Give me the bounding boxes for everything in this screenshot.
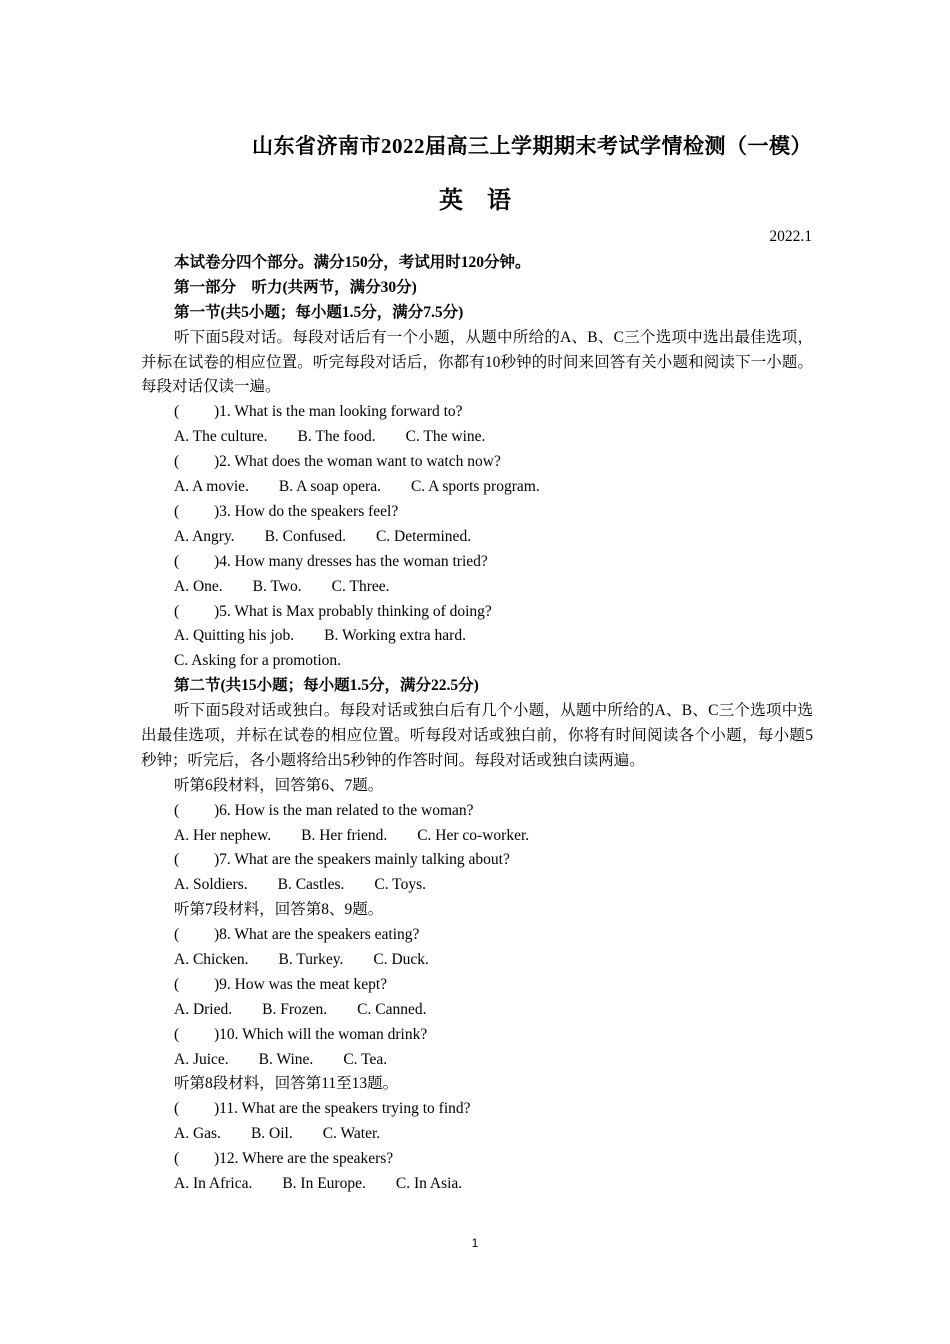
question-stem: )5. What is Max probably thinking of doing? <box>214 602 492 620</box>
exam-body <box>141 251 813 1197</box>
question-1-options <box>141 425 813 450</box>
exam-date: 2022.1 <box>769 228 812 245</box>
option-b: B. Confused. <box>264 527 346 545</box>
answer-blank: ( <box>174 801 180 819</box>
page-number: 1 <box>471 1236 479 1250</box>
material-6-note: 听第6段材料，回答第6、7题。 <box>174 776 384 794</box>
option-c: C. In Asia. <box>395 1175 463 1193</box>
subject-heading: 英 语 <box>439 188 511 214</box>
question-5-options-cont <box>141 649 813 674</box>
answer-blank: ( <box>174 1100 180 1118</box>
option-b: B. Her friend. <box>301 826 388 844</box>
question-4-options <box>141 575 813 600</box>
option-c: C. Asking for a promotion. <box>174 652 342 670</box>
question-12-options <box>141 1172 813 1197</box>
question-stem: )10. Which will the woman drink? <box>214 1025 428 1043</box>
answer-blank: ( <box>174 1025 180 1043</box>
question-3-options <box>141 525 813 550</box>
question-8 <box>141 923 813 948</box>
option-a: A. Juice. <box>174 1050 229 1068</box>
question-4 <box>141 550 813 575</box>
exam-title: 山东省济南市2022届高三上学期期末考试学情检测（一模） <box>252 134 812 158</box>
option-b: B. In Europe. <box>282 1175 366 1193</box>
question-5-options <box>141 624 813 649</box>
option-c: C. Tea. <box>343 1050 388 1068</box>
part1-heading: 第一部分 听力(共两节，满分30分) <box>174 278 417 296</box>
question-stem: )4. How many dresses has the woman tried? <box>214 552 488 570</box>
option-c: C. Determined. <box>375 527 472 545</box>
exam-intro: 本试卷分四个部分。满分150分，考试用时120分钟。 <box>174 254 531 271</box>
option-a: A. Dried. <box>174 1000 233 1018</box>
question-11 <box>141 1097 813 1122</box>
question-stem: )2. What does the woman want to watch now? <box>214 453 501 471</box>
question-stem: )11. What are the speakers trying to find? <box>214 1100 471 1118</box>
option-b: B. Oil. <box>250 1125 293 1143</box>
question-7-options <box>141 873 813 898</box>
option-c: C. Water. <box>322 1125 381 1143</box>
question-stem: )9. How was the meat kept? <box>214 975 388 993</box>
option-c: C. Three. <box>331 577 390 595</box>
question-stem: )12. Where are the speakers? <box>214 1150 394 1168</box>
option-b: B. Turkey. <box>278 951 344 969</box>
question-6-options <box>141 824 813 849</box>
option-a: A. Angry. <box>174 527 235 545</box>
option-b: B. Two. <box>252 577 302 595</box>
option-c: C. Toys. <box>374 876 426 894</box>
material-8-note: 听第8段材料，回答第11至13题。 <box>174 1075 399 1093</box>
option-b: B. Wine. <box>258 1050 314 1068</box>
question-3 <box>141 500 813 525</box>
material-7-note: 听第7段材料，回答第8、9题。 <box>174 901 384 919</box>
option-a: A. The culture. <box>174 428 268 446</box>
answer-blank: ( <box>174 502 180 520</box>
section2-instructions: 听下面5段对话或独白。每段对话或独白后有几个小题，从题中所给的A、B、C三个选项中选出最佳选项，并标在试卷的相应位置。听每段对话或独白前，你将有时间阅读各个小题，每小题5秒钟；听完后，各小题将给出5秒钟的作答时间。每段对话或独白读两遍。 <box>141 702 813 769</box>
option-c: C. A sports program. <box>410 478 540 496</box>
option-a: A. A movie. <box>174 478 249 496</box>
question-8-options <box>141 948 813 973</box>
option-b: B. Castles. <box>277 876 345 894</box>
question-12 <box>141 1147 813 1172</box>
option-b: B. Frozen. <box>262 1000 328 1018</box>
option-c: C. Duck. <box>373 951 429 969</box>
question-7 <box>141 848 813 873</box>
section1-heading: 第一节(共5小题；每小题1.5分，满分7.5分) <box>174 303 464 321</box>
question-stem: )1. What is the man looking forward to? <box>214 403 463 421</box>
section2-heading: 第二节(共15小题；每小题1.5分，满分22.5分) <box>174 677 479 695</box>
option-c: C. The wine. <box>405 428 486 446</box>
option-c: C. Canned. <box>357 1000 427 1018</box>
answer-blank: ( <box>174 851 180 869</box>
question-10 <box>141 1023 813 1048</box>
option-b: B. Working extra hard. <box>324 627 466 645</box>
question-stem: )6. How is the man related to the woman? <box>214 801 474 819</box>
question-2-options <box>141 475 813 500</box>
option-a: A. Her nephew. <box>174 826 272 844</box>
option-b: B. A soap opera. <box>278 478 381 496</box>
question-9-options <box>141 998 813 1023</box>
option-a: A. In Africa. <box>174 1175 253 1193</box>
option-c: C. Her co-worker. <box>417 826 530 844</box>
question-1 <box>141 400 813 425</box>
option-a: A. Gas. <box>174 1125 221 1143</box>
answer-blank: ( <box>174 403 180 421</box>
answer-blank: ( <box>174 1150 180 1168</box>
answer-blank: ( <box>174 602 180 620</box>
question-6 <box>141 799 813 824</box>
answer-blank: ( <box>174 975 180 993</box>
answer-blank: ( <box>174 453 180 471</box>
question-stem: )7. What are the speakers mainly talking about? <box>214 851 510 869</box>
question-9 <box>141 973 813 998</box>
option-a: A. Soldiers. <box>174 876 248 894</box>
question-stem: )8. What are the speakers eating? <box>214 926 420 944</box>
answer-blank: ( <box>174 552 180 570</box>
question-stem: )3. How do the speakers feel? <box>214 502 399 520</box>
question-5 <box>141 600 813 625</box>
option-a: A. Chicken. <box>174 951 249 969</box>
question-11-options <box>141 1122 813 1147</box>
question-10-options <box>141 1048 813 1073</box>
option-a: A. Quitting his job. <box>174 627 295 645</box>
question-2 <box>141 450 813 475</box>
answer-blank: ( <box>174 926 180 944</box>
option-b: B. The food. <box>297 428 376 446</box>
section1-instructions: 听下面5段对话。每段对话后有一个小题，从题中所给的A、B、C三个选项中选出最佳选项，并标在试卷的相应位置。听完每段对话后，你都有10秒钟的时间来回答有关小题和阅读下一小题。每段对话仅读一遍。 <box>141 328 813 396</box>
option-a: A. One. <box>174 577 223 595</box>
